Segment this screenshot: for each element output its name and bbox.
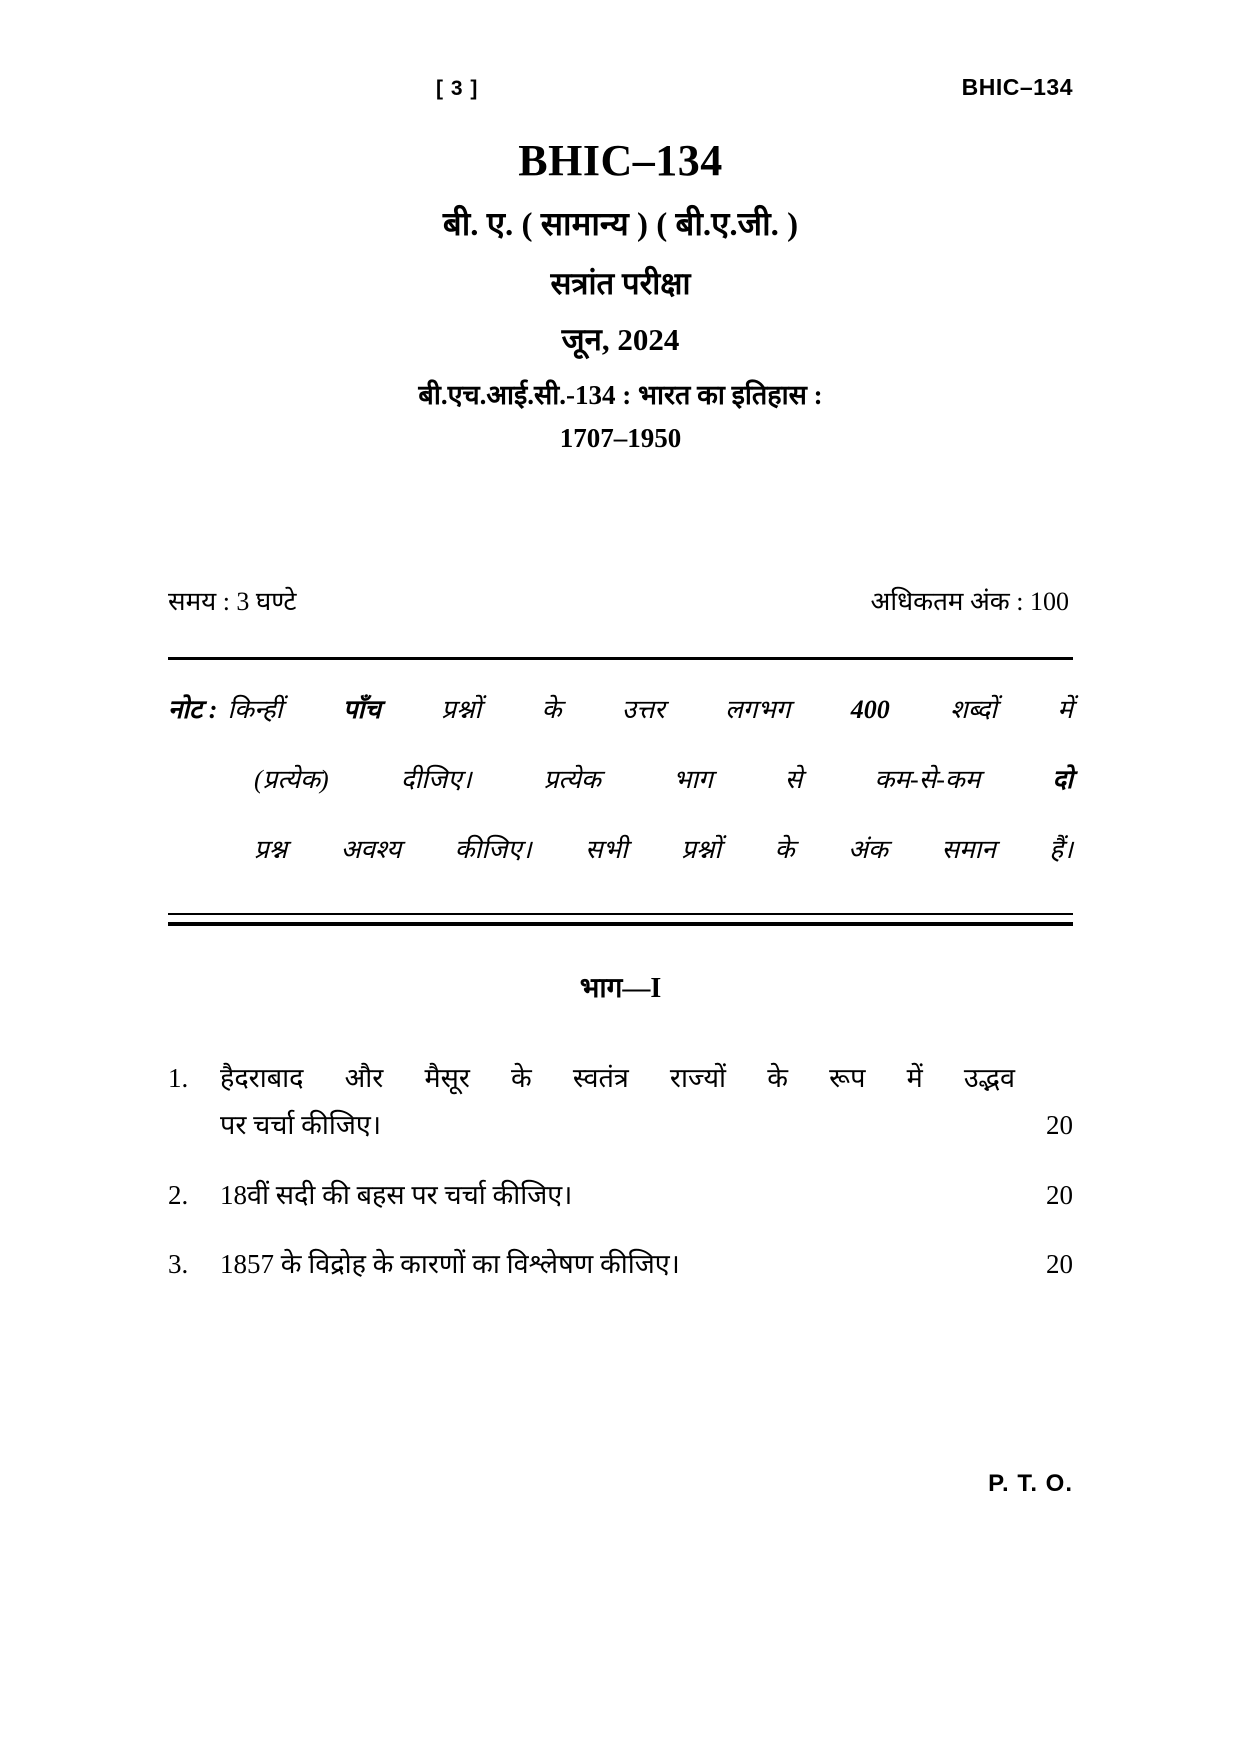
paper-code-title: BHIC–134 [518, 136, 723, 185]
questions-list [168, 1055, 1073, 1310]
note-label: नोट : [168, 695, 218, 724]
question-marks: 20 [1046, 1110, 1073, 1141]
note-text-line-3: प्रश्न अवश्य कीजिए। सभी प्रश्नों के अंक समान हैं। [254, 835, 1073, 864]
note-emphasis-two: दो [1052, 765, 1073, 794]
question-marks: 20 [1046, 1179, 1073, 1210]
course-title: बी.एच.आई.सी.-134 : भारत का इतिहास : [418, 380, 823, 411]
note-text-line-1 [227, 690, 1073, 726]
question-marks: 20 [1046, 1248, 1073, 1279]
question-text: 18वीं सदी की बहस पर चर्चा कीजिए। [220, 1179, 573, 1210]
note-seg-1c: प्रश्नों के उत्तर लगभग [380, 695, 851, 724]
running-head [168, 74, 1073, 108]
exam-duration: समय : 3 घण्टे [168, 587, 297, 616]
question-line [220, 1241, 1073, 1288]
course-year-range: 1707–1950 [559, 423, 682, 454]
note-seg-2a: (प्रत्येक) दीजिए। प्रत्येक भाग से कम-से-कम [254, 765, 1053, 794]
note-line-2 [168, 760, 1073, 830]
question-item [168, 1241, 1073, 1288]
note-emphasis-five: पाँच [342, 695, 381, 724]
question-text-continued: पर चर्चा कीजिए। [220, 1110, 382, 1141]
part-heading: भाग—I [579, 973, 662, 1004]
exam-maximum-marks: अधिकतम अंक : 100 [870, 587, 1069, 616]
note-bottom-double-rule [168, 913, 1073, 926]
question-number: 1. [168, 1063, 189, 1093]
question-body [220, 1241, 1073, 1288]
question-body [220, 1172, 1073, 1219]
note-seg-1e: शब्दों में [889, 695, 1073, 724]
question-line [220, 1055, 1073, 1102]
note-line-1 [168, 690, 1073, 760]
note-emphasis-400: 400 [850, 695, 890, 724]
degree-title: बी. ए. ( सामान्य ) ( बी.ए.जी. ) [442, 207, 799, 244]
exam-meta-row [168, 585, 1073, 619]
page-number: [ 3 ] [436, 77, 479, 100]
note-text-line-2 [254, 760, 1073, 796]
question-text: 1857 के विद्रोह के कारणों का विश्लेषण कीजिए। [220, 1248, 680, 1279]
question-text: हैदराबाद और मैसूर के स्वतंत्र राज्यों के रूप में उद्भव [220, 1063, 1015, 1093]
exam-title: सत्रांत परीक्षा [550, 265, 691, 301]
question-body [220, 1055, 1073, 1150]
question-line [220, 1172, 1073, 1219]
question-item [168, 1055, 1073, 1150]
note-top-rule [168, 657, 1073, 660]
note-block [168, 690, 1073, 900]
page-turn-footer: P. T. O. [988, 1470, 1073, 1497]
question-item [168, 1172, 1073, 1219]
question-line [220, 1102, 1073, 1149]
question-number: 3. [168, 1248, 189, 1279]
title-block [168, 136, 1073, 456]
question-number: 2. [168, 1179, 189, 1210]
session-title: जून, 2024 [561, 322, 680, 358]
note-line-3 [168, 830, 1073, 900]
note-seg-1a: किन्हीं [227, 695, 343, 724]
running-head-paper-code: BHIC–134 [961, 74, 1073, 100]
